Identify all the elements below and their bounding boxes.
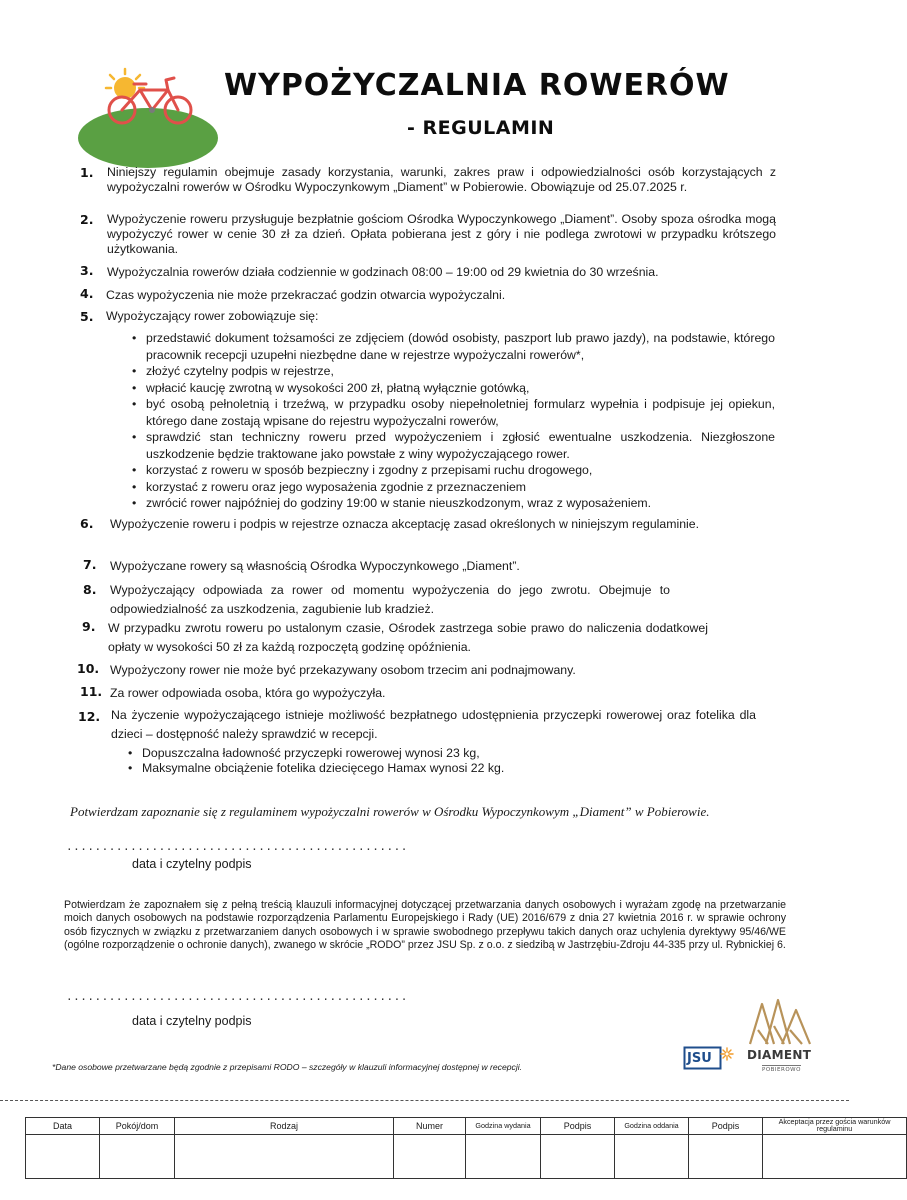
- column-header-room: Pokój/dom: [100, 1118, 175, 1135]
- list-item: • sprawdzić stan techniczny roweru przed wypożyczeniem i zgłosić ewentualne uszkodzenia. Niezgłoszone uszkodzenie będzie traktowane jako powstałe z winy wypożyczającego rower.: [132, 429, 775, 462]
- rule-number: 4.: [80, 286, 94, 301]
- rule-number: 9.: [82, 619, 96, 634]
- rule-text: Wypożyczalnia rowerów działa codziennie w godzinach 08:00 – 19:00 od 29 kwietnia do 30 września.: [107, 265, 659, 279]
- table-cell[interactable]: [394, 1135, 466, 1179]
- table-row: [26, 1135, 907, 1179]
- list-item: • być osobą pełnoletnią i trzeźwą, w przypadku osoby niepełnoletniej formularz wypełnia i podpisuje jej opiekun, którego dane zostają wpisane do rejestru wypożyczalni rowerów,: [132, 396, 775, 429]
- rule-number: 1.: [80, 165, 94, 180]
- rule-text: Wypożyczenie roweru przysługuje bezpłatnie gościom Ośrodka Wypoczynkowego „Diament”. Osoby spoza ośrodka mogą wypożyczyć rower w cenie 30 zł za dzień. Opłata pobierana jest z góry i nie podlega zwrotowi w przypadku krótszego użytkowania.: [107, 212, 776, 256]
- table-cell[interactable]: [100, 1135, 175, 1179]
- table-cell[interactable]: [541, 1135, 615, 1179]
- rule-number: 7.: [83, 557, 97, 572]
- column-header-issue-time: Godzina wydania: [466, 1118, 541, 1135]
- rule-text: Na życzenie wypożyczającego istnieje możliwość bezpłatnego udostępnienia przyczepki rowerowej oraz fotelika dla dzieci – dostępność należy sprawdzić w recepcji.: [111, 708, 756, 741]
- signature-line: ................................................: [66, 840, 408, 853]
- diament-logo-subtext: POBIEROWO: [762, 1067, 801, 1073]
- rule-number: 3.: [80, 263, 94, 278]
- list-item: • Maksymalne obciążenie fotelika dziecięcego Hamax wynosi 22 kg.: [128, 761, 728, 776]
- bike-logo-icon: [80, 66, 215, 136]
- list-item: • korzystać z roweru oraz jego wyposażenia zgodnie z przeznaczeniem: [132, 479, 775, 496]
- rule-text: Wypożyczony rower nie może być przekazywany osobom trzecim ani podnajmowany.: [110, 663, 576, 677]
- jsu-logo-text: JSU: [687, 1051, 712, 1066]
- footnote: *Dane osobowe przetwarzane będą zgodnie z przepisami RODO – szczegóły w klauzuli informacyjnej dostępnej w recepcji.: [52, 1062, 523, 1072]
- table-cell[interactable]: [689, 1135, 763, 1179]
- list-item: • Dopuszczalna ładowność przyczepki rowerowej wynosi 23 kg,: [128, 746, 728, 761]
- jsu-logo: [684, 1044, 734, 1072]
- rule-5-bullets: [132, 330, 775, 512]
- column-header-number: Numer: [394, 1118, 466, 1135]
- column-header-type: Rodzaj: [175, 1118, 394, 1135]
- cut-line-divider: [0, 1100, 849, 1101]
- table-cell[interactable]: [175, 1135, 394, 1179]
- table-cell[interactable]: [615, 1135, 689, 1179]
- rule-text: Wypożyczenie roweru i podpis w rejestrze oznacza akceptację zasad określonych w niniejszym regulaminie.: [110, 517, 700, 531]
- list-item: • zwrócić rower najpóźniej do godziny 19:00 w stanie nieuszkodzonym, wraz z wyposażeniem.: [132, 495, 775, 512]
- list-item: • złożyć czytelny podpis w rejestrze,: [132, 363, 775, 380]
- signature-label: data i czytelny podpis: [132, 857, 252, 871]
- signature-line: ................................................: [66, 990, 408, 1003]
- rule-text: Wypożyczający odpowiada za rower od momentu wypożyczenia do jego zwrotu. Obejmuje to odpowiedzialność za uszkodzenia, zagubienie lub kradzież.: [110, 583, 670, 616]
- rule-text: Za rower odpowiada osoba, która go wypożyczyła.: [110, 686, 386, 700]
- signature-label: data i czytelny podpis: [132, 1014, 252, 1028]
- rule-number: 11.: [80, 684, 103, 699]
- column-header-acceptance: Akceptacja przez gościa warunków regulaminu: [763, 1118, 907, 1135]
- rental-log-table: [25, 1117, 907, 1179]
- page-subtitle: - REGULAMIN: [407, 117, 555, 139]
- table-cell[interactable]: [466, 1135, 541, 1179]
- diament-logo-text: DIAMENT: [747, 1048, 812, 1062]
- list-item: • przedstawić dokument tożsamości ze zdjęciem (dowód osobisty, paszport lub prawo jazdy), na podstawie, którego pracownik recepcji uzupełni niezbędne dane w rejestrze wypożyczalni rowerów*,: [132, 330, 775, 363]
- column-header-signature-2: Podpis: [689, 1118, 763, 1135]
- rule-number: 8.: [83, 582, 97, 597]
- sails-icon: [744, 996, 818, 1048]
- rule-12-bullets: [128, 746, 728, 776]
- rule-text: Wypożyczający rower zobowiązuje się:: [106, 309, 319, 323]
- table-cell[interactable]: [26, 1135, 100, 1179]
- rule-number: 12.: [78, 709, 101, 724]
- column-header-signature: Podpis: [541, 1118, 615, 1135]
- rule-number: 5.: [80, 309, 94, 324]
- rule-text: Wypożyczane rowery są własnością Ośrodka Wypoczynkowego „Diament”.: [110, 559, 520, 573]
- rule-number: 2.: [80, 212, 94, 227]
- rule-text: W przypadku zwrotu roweru po ustalonym czasie, Ośrodek zastrzega sobie prawo do naliczenia dodatkowej opłaty w wysokości 50 zł za każdą rozpoczętą godzinę opóźnienia.: [108, 621, 708, 654]
- list-item: • wpłacić kaucję zwrotną w wysokości 200 zł, płatną wyłącznie gotówką,: [132, 380, 775, 397]
- page-title: WYPOŻYCZALNIA ROWERÓW: [224, 68, 730, 103]
- column-header-date: Data: [26, 1118, 100, 1135]
- diament-logo: [744, 996, 818, 1078]
- column-header-return-time: Godzina oddania: [615, 1118, 689, 1135]
- list-item: • korzystać z roweru w sposób bezpieczny i zgodny z przepisami ruchu drogowego,: [132, 462, 775, 479]
- table-cell[interactable]: [763, 1135, 907, 1179]
- rule-number: 10.: [77, 661, 100, 676]
- regulations-confirmation: Potwierdzam zapoznanie się z regulaminem wypożyczalni rowerów w Ośrodku Wypoczynkowym „Diament” w Pobierowie.: [70, 804, 710, 819]
- rule-number: 6.: [80, 516, 94, 531]
- rule-text: Niniejszy regulamin obejmuje zasady korzystania, warunki, zakres praw i odpowiedzialności osób korzystających z wypożyczalni rowerów w Ośrodku Wypoczynkowym „Diament” w Pobierowie. Obowiązuje od 25.07.2025 r.: [107, 165, 776, 194]
- gdpr-consent-text: Potwierdzam że zapoznałem się z pełną treścią klauzuli informacyjnej dotyczącej przetwarzania danych osobowych i wyrażam zgodę na przetwarzanie moich danych osobowych na podstawie rozporządzenia Parlamentu Europejskiego i Rady (UE) 2016/679 z dnia 27 kwietnia 2016 r. w sprawie ochrony osób fizycznych w związku z przetwarzaniem danych osobowych i w sprawie swobodnego przepływu takich danych oraz uchylenia dyrektywy 95/46/WE (ogólne rozporządzenie o ochronie danych), zwanego w skrócie „RODO” przez JSU Sp. z o.o. z siedzibą w Jastrzębiu-Zdroju 44-335 przy ul. Rybnickiej 6.: [64, 899, 786, 951]
- rule-text: Czas wypożyczenia nie może przekraczać godzin otwarcia wypożyczalni.: [106, 288, 506, 302]
